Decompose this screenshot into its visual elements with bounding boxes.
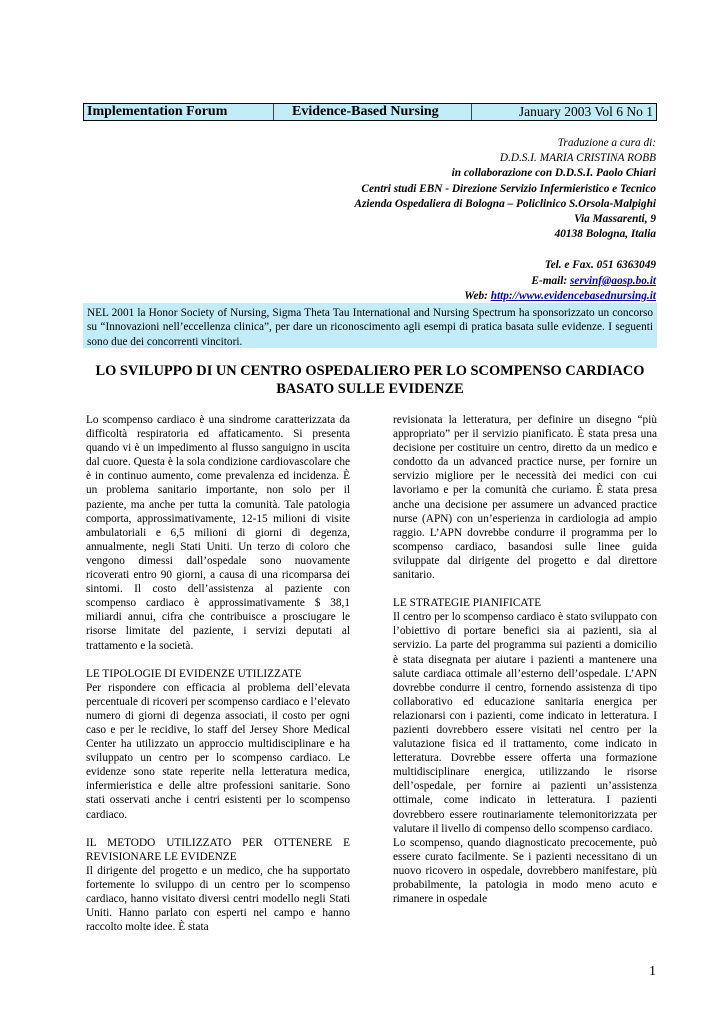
title-line: BASATO SULLE EVIDENZE xyxy=(276,380,464,397)
web-label: Web: xyxy=(464,289,488,302)
credits-street: Via Massarenti, 9 xyxy=(574,213,656,226)
right-column xyxy=(393,413,657,906)
email-label: E-mail: xyxy=(531,274,568,287)
email-link[interactable]: servinf@aosp.bo.it xyxy=(570,274,656,287)
web-link[interactable]: http://www.evidencebasednursing.it xyxy=(490,289,656,302)
credits-translator: D.D.S.I. MARIA CRISTINA ROBB xyxy=(499,152,656,165)
translation-credits xyxy=(96,136,656,304)
paragraph: Lo scompenso cardiaco è una sindrome caratterizzata da difficoltà respiratoria ed affaticamento. Si presenta quando vi è un impedimento al flusso sanguigno in uscita dal cuore. Questa è la sola condizione cardiovascolare che è in continuo aumento, come prevalenza ed incidenza. È un problema sanitario importante, non solo per il paziente, ma anche per tutta la comunità. Tale patologia comporta, approssimativamente, 12-15 milioni di visite ambulatoriali e 6,5 milioni di giorni di degenza, annualmente, negli Stati Uniti. Un terzo di coloro che vengono dimessi dall’ospedale sono nuovamente ricoverati entro 90 giorni, a causa di una ricomparsa dei sintomi. Il costo dell’assistenza al paziente con scompenso cardiaco è approssimativamente $ 38,1 miliardi annui, cifra che contribuisce a prosciugare le risorse limitate del paziente, i servizi deputati al trattamento e la società. xyxy=(86,414,350,652)
header-journal-name: Evidence-Based Nursing xyxy=(274,104,472,120)
paragraph: revisionata la letteratura, per definire un disegno “più appropriato” per il servizio pianificato. È stata presa una decisione per costituire un centro, diretto da un medico e condotto da un advanced practice nurse, per fornire un servizio migliore per le necessità dei medici con cui lavoriamo e per la comunità che curiamo. È stata presa anche una decisione per assumere un advanced practice nurse (APN) con un’esperienza in cardiologia ad ampio raggio. L’APN dovrebbe condurre il programma per lo scompenso cardiaco, basandosi sulle linee guida sviluppate dal dirigente del progetto e dal direttore sanitario. xyxy=(393,414,657,582)
credits-hospital: Azienda Ospedaliera di Bologna – Policlinico S.Orsola-Malpighi xyxy=(354,197,656,210)
header-issue-date: January 2003 Vol 6 No 1 xyxy=(518,104,653,119)
credits-collaborator: in collaborazione con D.D.S.I. Paolo Chiari xyxy=(451,167,656,180)
header-section-label: Implementation Forum xyxy=(84,104,274,120)
paragraph: Il centro per lo scompenso cardiaco è stato sviluppato con l’obiettivo di portare benefici sia ai pazienti, sia al servizio. La parte del programma sui pazienti a domicilio è stata disegnata per aiutare i pazienti a mantenere una salute cardiaca ottimale all’esterno dell’ospedale. L’APN dovrebbe condurre il centro, fornendo assistenza di tipo collaborativo ed educazione sanitaria energica per relazionarsi con i pazienti, come indicato in letteratura. I pazienti dovrebbero essere visitati nel centro per la valutazione fisica ed il trattamento, come indicato in letteratura. Dovrebbe essere offerta una formazione multidisciplinare energica, utilizzando le risorse dell’ospedale, per fornire ai pazienti un’assistenza ottimale, come indicato in letteratura. I pazienti dovrebbero essere routinariamente telemonitorizzata per valutare il livello di compenso dello scompenso cardiaco. xyxy=(393,611,657,835)
title-line: LO SVILUPPO DI UN CENTRO OSPEDALIERO PER LO SCOMPENSO CARDIACO xyxy=(95,363,645,379)
section-heading: LE STRATEGIE PIANIFICATE xyxy=(393,597,542,610)
page-number: 1 xyxy=(649,964,656,979)
credits-city: 40138 Bologna, Italia xyxy=(554,228,656,241)
credits-web-row xyxy=(96,289,656,304)
header-bar xyxy=(83,103,657,121)
credits-center: Centri studi EBN - Direzione Servizio Infermieristico e Tecnico xyxy=(361,182,656,195)
section-heading: IL METODO UTILIZZATO PER OTTENERE E REVISIONARE LE EVIDENZE xyxy=(86,836,350,863)
left-column xyxy=(86,413,350,934)
credits-line: Traduzione a cura di: xyxy=(557,137,656,149)
article-title xyxy=(83,363,657,398)
credits-phone: Tel. e Fax. 051 6363049 xyxy=(544,259,656,272)
paragraph: Lo scompenso, quando diagnosticato precocemente, può essere curato facilmente. Se i pazienti necessitano di un nuovo ricovero in ospedale, dovrebbero manifestare, più probabilmente, la patologia in modo meno acuto e rimanere in ospedale xyxy=(393,836,657,906)
section-heading: LE TIPOLOGIE DI EVIDENZE UTILIZZATE xyxy=(86,667,302,680)
paragraph: Per rispondere con efficacia al problema dell’elevata percentuale di ricoveri per scompenso cardiaco e l’elevato numero di giorni di degenza associati, il costo per ogni caso e per le recidive, lo staff del Jersey Shore Medical Center ha utilizzato un approccio multidisciplinare e ha sviluppato un centro per lo scompenso cardiaco. Le evidenze sono state reperite nella letteratura medica, infermieristica e delle altre professioni sanitarie. Sono stati osservati anche i centri esistenti per lo scompenso cardiaco. xyxy=(86,681,350,821)
intro-box: NEL 2001 la Honor Society of Nursing, Sigma Theta Tau International and Nursing Spectrum ha sponsorizzato un concorso su “Innovazioni nell’eccellenza clinica”, per dare un riconoscimento agli esempi di pratica basata sulle evidenze. I seguenti sono due dei concorrenti vincitori. xyxy=(83,303,657,348)
credits-email-row xyxy=(96,274,656,289)
paragraph: Il dirigente del progetto e un medico, che ha supportato fortemente lo sviluppo di un centro per lo scompenso cardiaco, hanno visitato diversi centri modello negli Stati Uniti. Hanno parlato con esperti nel campo e hanno raccolto molte idee. È stata xyxy=(86,864,350,934)
